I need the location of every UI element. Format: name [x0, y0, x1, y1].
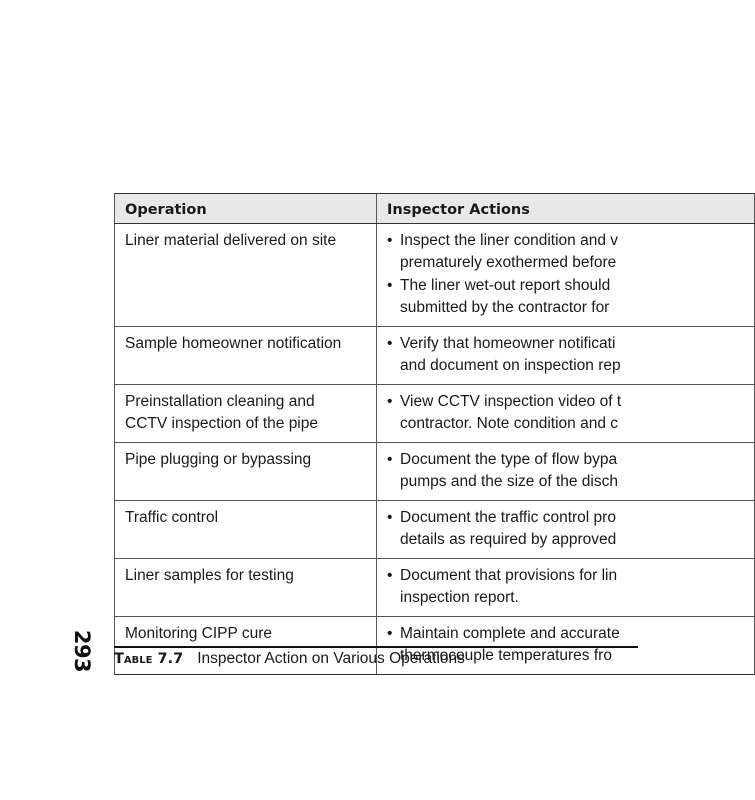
table-row — [115, 224, 755, 327]
operation-cell: Sample homeowner notification — [115, 327, 377, 385]
table-row — [115, 501, 755, 559]
table-row — [115, 443, 755, 501]
operation-cell: Preinstallation cleaning and CCTV inspection of the pipe — [115, 385, 377, 443]
table — [114, 193, 755, 675]
action-list — [387, 507, 745, 550]
actions-cell — [377, 501, 755, 559]
actions-cell — [377, 385, 755, 443]
table-row — [115, 327, 755, 385]
operation-cell: Liner material delivered on site — [115, 224, 377, 327]
action-bullet: • Document that provisions for lin inspection report. — [387, 565, 745, 608]
actions-cell — [377, 443, 755, 501]
actions-cell — [377, 327, 755, 385]
caption-label: Table 7.7 — [114, 651, 184, 667]
action-bullet: • Inspect the liner condition and v prematurely exothermed before — [387, 230, 745, 273]
page-number: 293 — [70, 629, 94, 673]
column-header-operation: Operation — [115, 194, 377, 224]
action-bullet: • The liner wet-out report should submitted by the contractor for — [387, 275, 745, 318]
action-bullet: • Document the type of flow bypa pumps and the size of the disch — [387, 449, 745, 492]
action-list — [387, 391, 745, 434]
actions-cell — [377, 559, 755, 617]
table-row — [115, 559, 755, 617]
action-bullet: • Verify that homeowner notificati and document on inspection rep — [387, 333, 745, 376]
action-list — [387, 565, 745, 608]
table-caption — [114, 646, 638, 668]
actions-cell — [377, 224, 755, 327]
table-header-row — [115, 194, 755, 224]
caption-text: Inspector Action on Various Operations — [197, 650, 465, 667]
table-row — [115, 385, 755, 443]
action-list — [387, 449, 745, 492]
operation-cell: Pipe plugging or bypassing — [115, 443, 377, 501]
action-list — [387, 230, 745, 318]
operation-cell: Monitoring CIPP cure — [115, 617, 377, 675]
operation-cell: Liner samples for testing — [115, 559, 377, 617]
action-bullet: • Maintain complete and accurate thermocouple temperatures fro — [387, 623, 745, 666]
column-header-inspector-actions: Inspector Actions — [377, 194, 755, 224]
action-bullet: • View CCTV inspection video of t contractor. Note condition and c — [387, 391, 745, 434]
action-bullet: • Document the traffic control pro details as required by approved — [387, 507, 745, 550]
action-list — [387, 333, 745, 376]
operation-cell: Traffic control — [115, 501, 377, 559]
